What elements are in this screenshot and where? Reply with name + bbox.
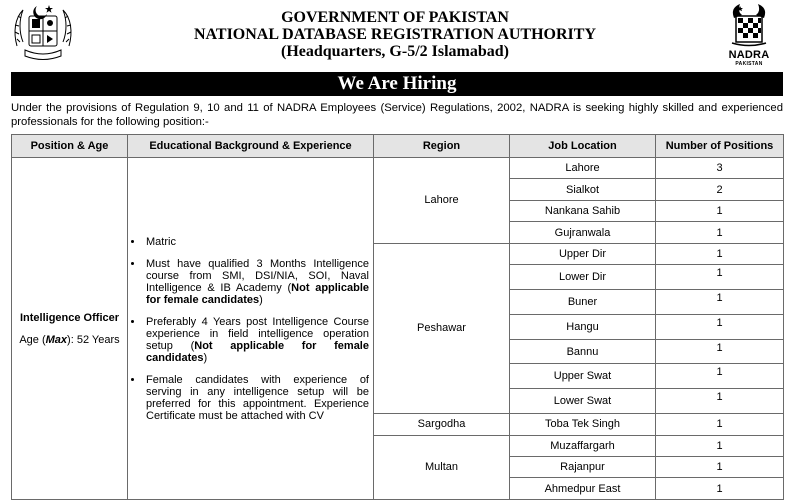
count-cell: 1 — [656, 364, 784, 389]
nadra-emblem-icon — [728, 2, 770, 48]
count-cell: 1 — [656, 314, 784, 339]
column-header-education: Educational Background & Experience — [128, 135, 374, 158]
location-cell: Sialkot — [510, 179, 656, 200]
column-header-region: Region — [374, 135, 510, 158]
count-cell: 2 — [656, 179, 784, 200]
location-cell: Lahore — [510, 158, 656, 179]
nadra-logo-text: NADRA — [728, 49, 770, 61]
location-cell: Bannu — [510, 339, 656, 364]
education-cell — [128, 158, 374, 500]
location-cell: Ahmedpur East — [510, 478, 656, 500]
location-cell: Upper Dir — [510, 243, 656, 264]
location-cell: Lower Dir — [510, 265, 656, 290]
column-header-positions: Number of Positions — [656, 135, 784, 158]
count-cell: 1 — [656, 222, 784, 243]
positions-table — [11, 134, 784, 500]
nadra-logo-subtext: PAKISTAN — [735, 61, 763, 67]
state-emblem-icon — [11, 2, 75, 64]
region-cell-peshawar: Peshawar — [374, 243, 510, 413]
column-header-location: Job Location — [510, 135, 656, 158]
hiring-banner: We Are Hiring — [11, 72, 783, 96]
region-cell-sargodha: Sargodha — [374, 414, 510, 435]
count-cell: 1 — [656, 389, 784, 414]
count-cell: 1 — [656, 435, 784, 456]
organization-titles — [80, 9, 710, 60]
location-cell: Upper Swat — [510, 364, 656, 389]
requirement-item: • Matric — [144, 236, 369, 248]
requirements-list — [132, 236, 369, 422]
page-header — [0, 0, 800, 70]
column-header-position: Position & Age — [12, 135, 128, 158]
location-cell: Gujranwala — [510, 222, 656, 243]
header-line-government: GOVERNMENT OF PAKISTAN — [281, 9, 509, 26]
count-cell: 1 — [656, 478, 784, 500]
header-line-address: (Headquarters, G-5/2 Islamabad) — [281, 43, 509, 60]
count-cell: 1 — [656, 456, 784, 477]
count-cell: 1 — [656, 339, 784, 364]
location-cell: Muzaffargarh — [510, 435, 656, 456]
count-cell: 3 — [656, 158, 784, 179]
region-cell-multan: Multan — [374, 435, 510, 500]
table-header-row — [12, 135, 784, 158]
count-cell: 1 — [656, 243, 784, 264]
requirement-item: • Preferably 4 Years post Intelligence Course experience in field intelligence operation setup (Not applicable for female candidates) — [144, 316, 369, 364]
location-cell: Rajanpur — [510, 456, 656, 477]
age-limit: Age (Max): 52 Years — [19, 333, 120, 346]
count-cell: 1 — [656, 414, 784, 435]
position-cell — [12, 158, 128, 500]
header-line-authority: NATIONAL DATABASE REGISTRATION AUTHORITY — [193, 26, 596, 43]
count-cell: 1 — [656, 200, 784, 221]
requirement-item: • Must have qualified 3 Months Intelligence course from SMI, DSI/NIA, SOI, Naval Intelligence & IB Academy (Not applicable for female candidates) — [144, 258, 369, 306]
requirement-item: • Female candidates with experience of serving in any intelligence setup will be preferred for this appointment. Experience Certificate must be attached with CV — [144, 374, 369, 422]
location-cell: Nankana Sahib — [510, 200, 656, 221]
nadra-logo — [718, 2, 780, 68]
position-title: Intelligence Officer — [19, 311, 120, 324]
intro-paragraph: Under the provisions of Regulation 9, 10 and 11 of NADRA Employees (Service) Regulations, 2002, NADRA is seeking highly skilled and experienced professionals for the following position:- — [11, 102, 783, 128]
count-cell: 1 — [656, 265, 784, 290]
location-cell: Lower Swat — [510, 389, 656, 414]
location-cell: Buner — [510, 290, 656, 315]
count-cell: 1 — [656, 290, 784, 315]
location-cell: Toba Tek Singh — [510, 414, 656, 435]
table-row — [12, 158, 784, 179]
location-cell: Hangu — [510, 314, 656, 339]
region-cell-lahore: Lahore — [374, 158, 510, 244]
